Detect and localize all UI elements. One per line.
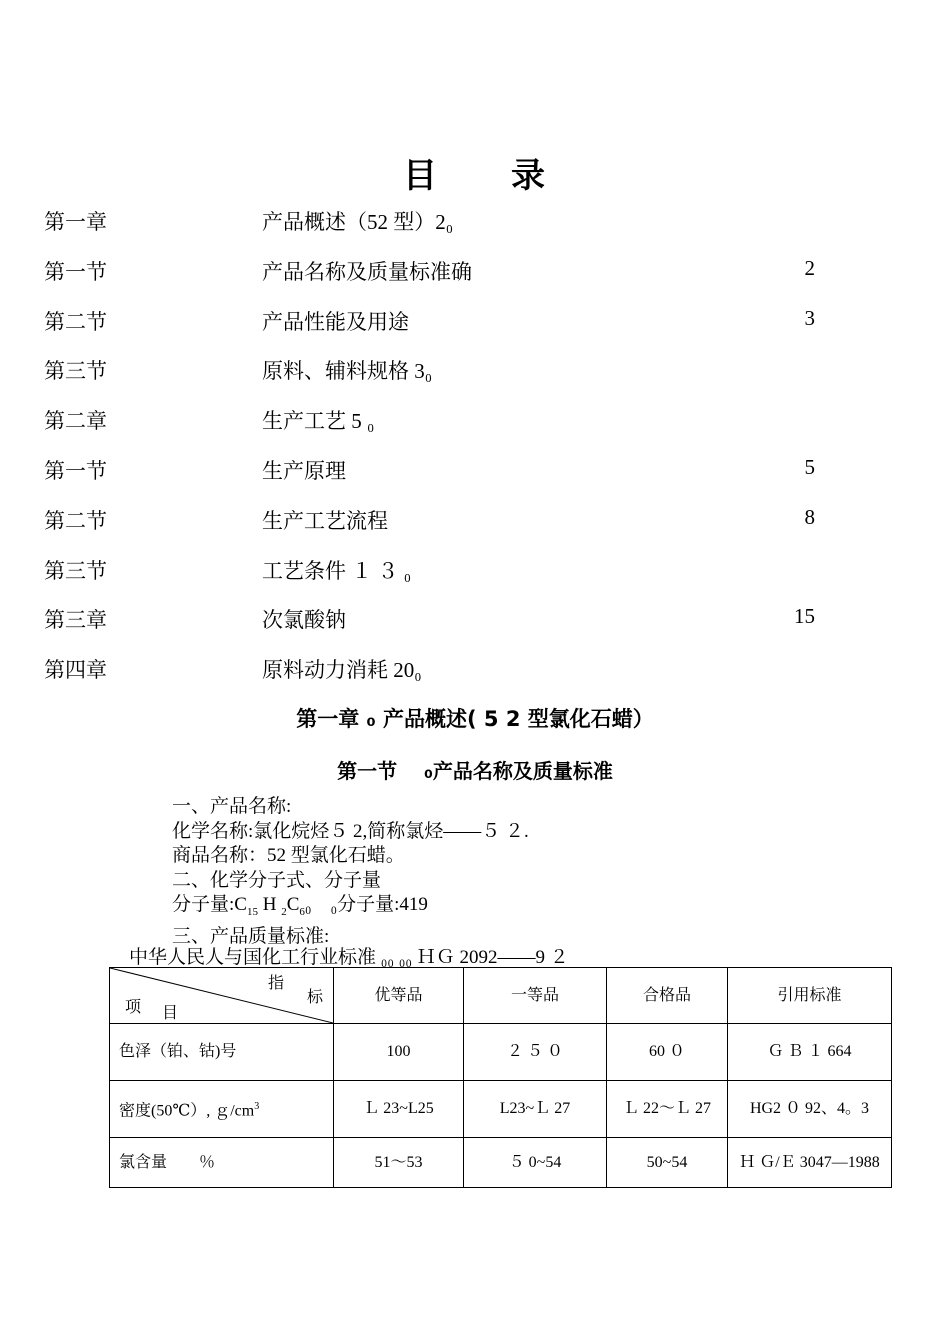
toc-chapter: 第二节 <box>44 508 107 533</box>
toc-chapter: 第二节 <box>44 309 107 334</box>
cell-superior: Ｌ 23~L25 <box>334 1081 464 1138</box>
toc-entry <box>0 495 950 545</box>
cell-qualified: Ｌ 22～Ｌ 27 <box>607 1081 728 1138</box>
column-header: 引用标准 <box>728 968 892 1024</box>
paragraph-product-name: 一、产品名称: <box>172 796 292 817</box>
toc-entry <box>0 196 950 246</box>
header-item-1: 项 <box>125 999 142 1016</box>
table-of-contents <box>0 196 950 694</box>
paragraph-chemical-name: 化学名称:氯化烷烃５ 2,简称氯烃——５ ２. <box>172 820 529 842</box>
table-row <box>110 1138 892 1188</box>
cell-qualified: 50~54 <box>607 1138 728 1188</box>
toc-page: 8 <box>804 504 815 529</box>
chapter-heading: 第一章 ₀ 产品概述( 5 2 型氯化石蜡） <box>296 707 654 731</box>
toc-title: 生产原理 <box>262 458 346 483</box>
row-item: 氯含量 ％ <box>110 1138 334 1188</box>
toc-entry <box>0 545 950 595</box>
toc-page: 5 <box>804 454 815 479</box>
toc-chapter: 第四章 <box>44 658 107 683</box>
paragraph-formula-heading: 二、化学分子式、分子量 <box>172 869 382 891</box>
toc-entry <box>0 445 950 495</box>
toc-title: 产品性能及用途 <box>262 309 409 334</box>
cell-standard: HG2 ０ 92、4。3 <box>728 1081 892 1138</box>
toc-title: 生产工艺 5 ₀ <box>262 409 375 434</box>
header-indicator-2: 标 <box>307 989 324 1006</box>
toc-page: 15 <box>794 604 815 629</box>
table-row <box>110 1024 892 1081</box>
toc-chapter: 第一节 <box>44 458 107 483</box>
toc-title: 原料、辅料规格 3₀ <box>262 359 433 384</box>
toc-page: 3 <box>804 305 815 330</box>
page-title: 目 录 <box>403 156 547 196</box>
toc-chapter: 第一章 <box>44 210 107 234</box>
cell-superior: 51～53 <box>334 1138 464 1188</box>
cell-first-grade: ２ ５ ０ <box>464 1024 607 1081</box>
cell-standard: Ｈ Ｇ/Ｅ 3047—1988 <box>728 1138 892 1188</box>
header-item-2: 目 <box>162 1005 179 1022</box>
toc-entry <box>0 395 950 445</box>
toc-title: 原料动力消耗 20₀ <box>262 658 422 683</box>
cell-first-grade: ５ 0~54 <box>464 1138 607 1188</box>
cell-qualified: 60 ０ <box>607 1024 728 1081</box>
toc-chapter: 第三节 <box>44 558 107 583</box>
diagonal-header-cell <box>110 968 334 1024</box>
row-item: 密度(50℃）, $g/cm^3$ <box>110 1081 334 1138</box>
section-heading: 第一节 ₀产品名称及质量标准 <box>337 759 613 783</box>
header-indicator-1: 指 <box>268 975 285 992</box>
toc-page: 2 <box>804 255 815 280</box>
paragraph-trade-name: 商品名称：52 型氯化石蜡。 <box>172 845 405 867</box>
toc-entry <box>0 246 950 296</box>
diagonal-line <box>110 968 333 1023</box>
toc-title: 产品概述（52 型）2₀ <box>262 210 454 234</box>
body-text <box>172 795 529 949</box>
toc-title: 生产工艺流程 <box>262 508 388 533</box>
cell-superior: 100 <box>334 1024 464 1081</box>
cell-first-grade: L23~Ｌ 27 <box>464 1081 607 1138</box>
table-header-row <box>110 968 892 1024</box>
toc-title: 工艺条件 １ ３ ₀ <box>262 558 412 583</box>
toc-title: 产品名称及质量标准确 <box>262 259 472 284</box>
toc-entry <box>0 594 950 644</box>
toc-entry <box>0 296 950 346</box>
standard-reference: 中华人民人与国化工行业标准 ₀₀ ₀₀ ＨＧ 2092——9 ２ <box>129 947 569 968</box>
cell-standard: Ｇ Ｂ １ 664 <box>728 1024 892 1081</box>
table-row <box>110 1081 892 1138</box>
toc-chapter: 第三章 <box>44 608 107 633</box>
row-item: 色泽（铂、钴)号 <box>110 1024 334 1081</box>
quality-standard-table <box>109 967 892 1188</box>
toc-chapter: 第二章 <box>44 409 107 434</box>
paragraph-standard-heading: 三、产品质量标准: <box>172 925 330 947</box>
toc-chapter: 第一节 <box>44 259 107 284</box>
toc-title: 次氯酸钠 <box>262 608 346 633</box>
column-header: 合格品 <box>607 968 728 1024</box>
column-header: 一等品 <box>464 968 607 1024</box>
toc-entry <box>0 345 950 395</box>
toc-entry <box>0 644 950 694</box>
toc-chapter: 第三节 <box>44 359 107 384</box>
column-header: 优等品 <box>334 968 464 1024</box>
paragraph-formula: 分子量$:C_{15}$ H $_2C_6_0$ ₀分子量:419 <box>172 894 428 919</box>
